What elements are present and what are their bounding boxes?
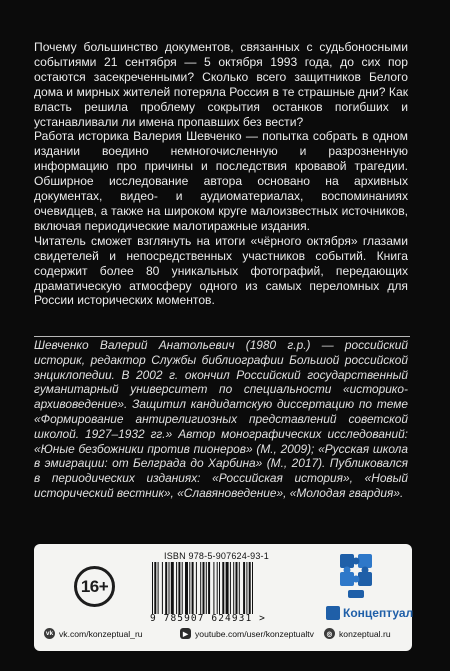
- link-vk[interactable]: [44, 628, 143, 639]
- vk-icon: vk: [45, 630, 54, 637]
- author-bio-text: Шевченко Валерий Анатольевич (1980 г.р.) — российский историк, редактор Службы библиографии Большой российской энциклопедии. В 2002 г. окончил Российский государственный гуманитарный университет по специальности «историко-архивоведение». Защитил кандидатскую диссертацию по теме «Формирование антирелигиозных представлений советской школой. 1927–1932 гг.» Автор монографических исследований: «Юные безбожники против пионеров» (М., 2009); «Русская школа в эмиграции: от Белграда до Харбина» (М., 2017). Публиковался в периодических изданиях: «Российская история», «Новый исторический вестник», «Славяноведение», «Молодая гвардия».: [34, 338, 408, 500]
- publisher-brand: [326, 605, 413, 621]
- link-text: vk.com/konzeptual_ru: [59, 628, 143, 639]
- barcode-number: 9 785907 624931: [150, 613, 253, 624]
- youtube-icon: ▶: [180, 628, 191, 639]
- age-rating-badge: 16+: [74, 566, 115, 607]
- isbn-label: ISBN 978-5-907624-93-1: [164, 551, 269, 561]
- annotation-paragraph: Читатель сможет взглянуть на итоги «чёрного октября» глазами свидетелей и непосредственных участников событий. Книга содержит более 80 уникальных фотографий, передающих драматическую атмосферу одного из самых переломных для России исторических моментов.: [34, 233, 408, 308]
- author-bio: [34, 338, 408, 501]
- annotation-paragraph: Почему большинство документов, связанных с судьбоносными событиями 21 сентября — 5 октября 1993 года, до сих пор остаются засекреченными? Сколько всего защитников Белого дома и мирных жителей потеряла Россия в те страшные дни? Как власть решила проблему сокрытия останков погибших и устанавливали ли имена пропавших без вести?: [34, 40, 408, 129]
- imprint-panel: [34, 544, 412, 651]
- link-text: konzeptual.ru: [339, 628, 391, 639]
- publisher-puzzle-logo-icon: [334, 550, 380, 602]
- publisher-mark-icon: [326, 606, 340, 620]
- barcode-suffix: >: [259, 613, 266, 624]
- globe-icon: ◎: [324, 628, 335, 639]
- link-youtube[interactable]: [180, 628, 314, 639]
- barcode-digits: [150, 613, 300, 624]
- link-text: youtube.com/user/konzeptualtv: [195, 628, 314, 639]
- annotation-paragraph: Работа историка Валерия Шевченко — попытка собрать в одном издании воедино немногочисленную и разрозненную информацию про причины и последствия кровавой трагедии. Обширное исследование автора основано на архивных документах, видео- и аудиоматериалах, воспоминаниях очевидцев, а также на широком круге малоизвестных источников, включая периодические малотиражные издания.: [34, 129, 408, 233]
- section-divider: [34, 336, 410, 337]
- publisher-links: [34, 628, 412, 646]
- book-annotation: [34, 40, 408, 308]
- barcode: [150, 562, 300, 614]
- link-website[interactable]: [324, 628, 391, 639]
- publisher-name: Концептуал: [343, 606, 414, 620]
